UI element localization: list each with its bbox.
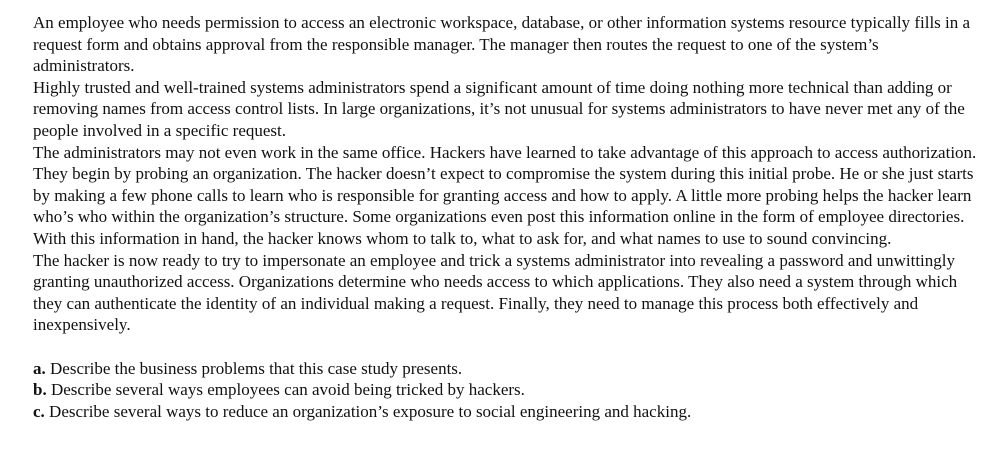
question-text: Describe the business problems that this case study presents.: [45, 358, 463, 378]
paragraph-administrators-workload: Highly trusted and well-trained systems administrators spend a significant amount of time doing nothing more technical than adding or removing names from access control lists. In large organizations, it’s not unusual for systems administrators to have never met any of the people involved in a specific request.: [33, 77, 965, 140]
question-text: Describe several ways to reduce an organization’s exposure to social engineering and hacking.: [44, 401, 692, 421]
paragraph-request-process: An employee who needs permission to access an electronic workspace, database, or other information systems resource typically fills in a request form and obtains approval from the responsible manager. The manager then routes the request to one of the system’s administrators.: [33, 13, 971, 76]
question-label: a.: [33, 358, 46, 378]
paragraph-impersonation: The hacker is now ready to try to impersonate an employee and trick a systems administrator into revealing a password and unwittingly granting unauthorized access. Organizations determine who needs access to which applications. They also need a system through which they can authenticate the identity of an individual making a request. Finally, they need to manage this process both effectively and inexpensively.: [33, 250, 958, 335]
question-text: Describe several ways employees can avoid being tricked by hackers.: [46, 380, 525, 400]
question-label: b.: [33, 380, 47, 400]
question-item-c: [33, 401, 978, 423]
question-label: c.: [33, 401, 45, 421]
question-item-b: [33, 379, 978, 401]
question-list: [33, 358, 978, 423]
document-body: [33, 12, 978, 422]
paragraph-hacker-probing: The administrators may not even work in the same office. Hackers have learned to take advantage of this approach to access authorization. They begin by probing an organization. The hacker doesn’t expect to compromise the system during this initial probe. He or she just starts by making a few phone calls to learn who is responsible for granting access and how to apply. A little more probing helps the hacker learn who’s who within the organization’s structure. Some organizations even post this information online in the form of employee directories. With this information in hand, the hacker knows whom to talk to, what to ask for, and what names to use to sound convincing.: [33, 142, 977, 248]
paragraph-spacer: [33, 336, 978, 358]
question-item-a: [33, 358, 978, 380]
